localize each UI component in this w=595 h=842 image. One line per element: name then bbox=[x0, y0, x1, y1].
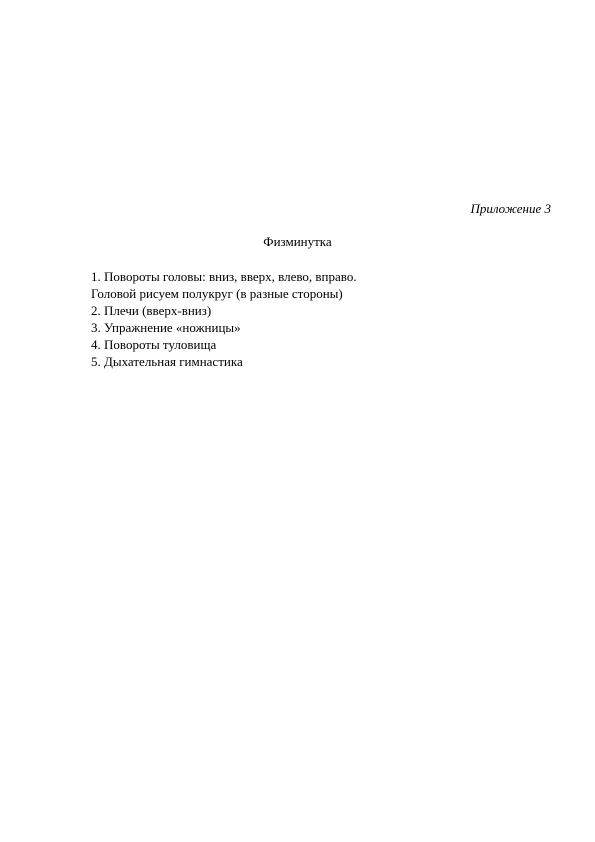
page-title: Физминутка bbox=[263, 234, 332, 249]
list-item: Головой рисуем полукруг (в разные стороны) bbox=[91, 286, 343, 301]
list-item: 1. Повороты головы: вниз, вверх, влево, вправо. bbox=[91, 269, 357, 284]
list-item: 3. Упражнение «ножницы» bbox=[91, 320, 241, 335]
list-item: 5. Дыхательная гимнастика bbox=[91, 354, 243, 369]
appendix-label: Приложение 3 bbox=[470, 201, 551, 216]
list-item: 2. Плечи (вверх-вниз) bbox=[91, 303, 212, 318]
exercise-list bbox=[91, 268, 357, 370]
list-item: 4. Повороты туловища bbox=[91, 337, 217, 352]
